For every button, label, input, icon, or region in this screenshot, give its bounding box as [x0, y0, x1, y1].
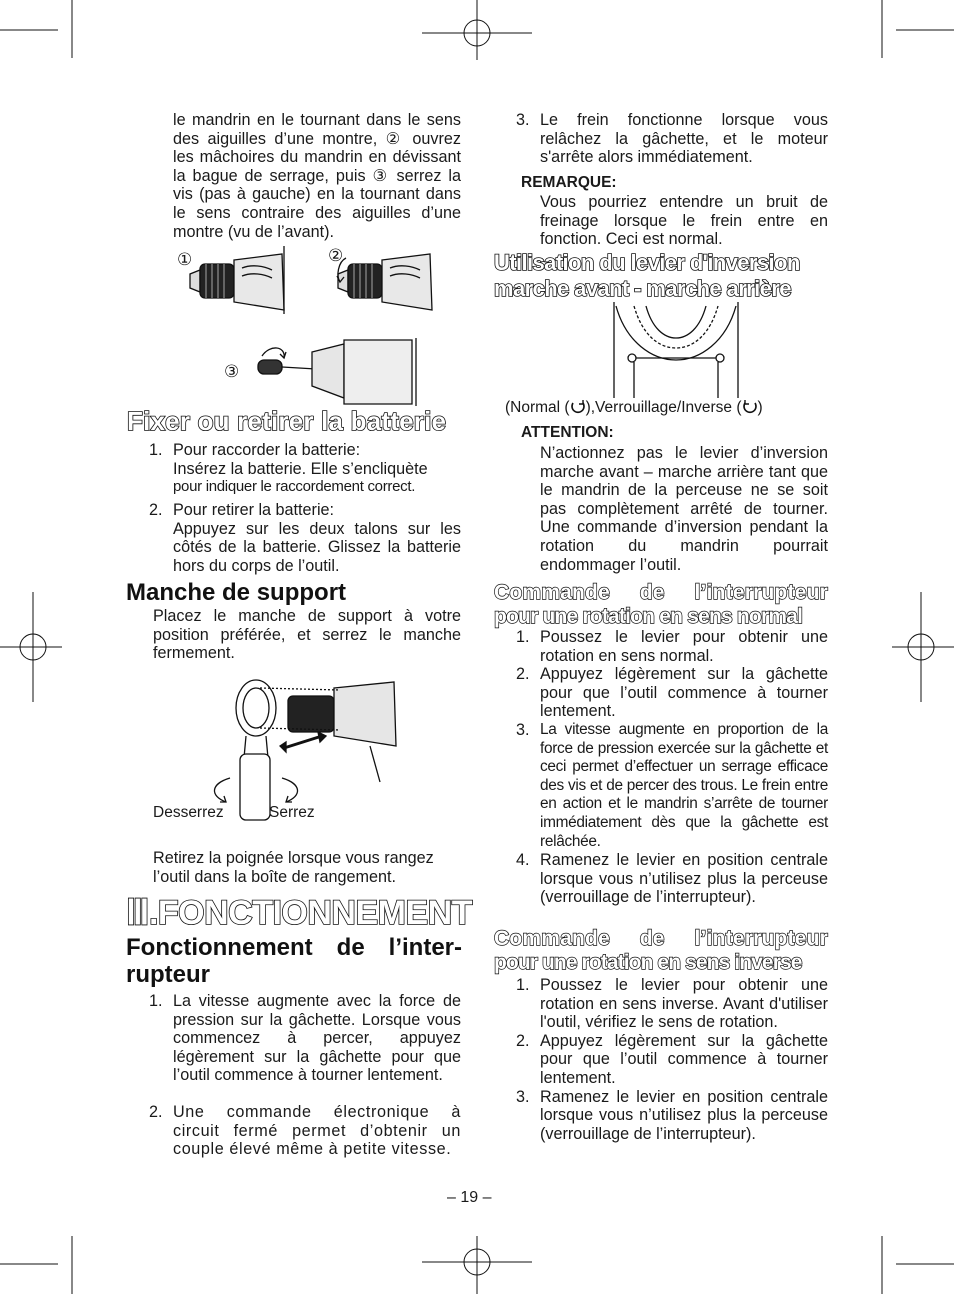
operation-item-1-text: La vitesse augmente avec la force de pression sur la gâchette. Lorsque vous commencez à percer, appuyez légèrement sur la gâchette pour que l’outil commence à tourner lentement.: [173, 992, 461, 1085]
battery-item-2-number: 2.: [149, 501, 163, 519]
lever-caption-b: ),Verrouillage/Inverse (: [585, 399, 742, 416]
normal-item-3: [516, 721, 828, 851]
inverse-item-3: [516, 1088, 828, 1144]
handle-text: Placez le manche de support à votre position préférée, et serrez le manche fermement.: [153, 607, 461, 663]
operation-item-2-text: Une commande électronique à circuit fermé permet d’obtenir un couple élevé même à petite vitesse.: [173, 1103, 461, 1159]
inverse-section-title-line1: Commande de l’interrupteur: [494, 927, 828, 950]
brake-item-3-number: 3.: [516, 111, 530, 129]
intro-text-a: le mandrin en le tournant dans le sens des aiguilles d’une montre,: [173, 111, 461, 148]
normal-item-2: [516, 665, 828, 721]
normal-items: [516, 628, 828, 907]
reverse-lever-illustration: [612, 302, 742, 400]
fig1-label-2: ②: [328, 246, 344, 265]
intro-text-b: ouvrez les mâchoires du mandrin en dévissant la bague de serrage, puis: [173, 129, 462, 185]
normal-section-title-line2: pour une rotation en sens normal: [494, 605, 803, 628]
handle-label-loosen: Desserrez: [153, 804, 224, 821]
attention-text: N’actionnez pas le levier d’inversion marche avant – marche arrière tant que le mandrin de la perceuse ne se soit pas complètement arrêté de tourner. Une commande d’inversion pendant la rotation du mandrin pourrait endommager l’outil.: [540, 444, 828, 574]
operation-item-2: [149, 1103, 461, 1159]
normal-item-1-text: Poussez le levier pour obtenir une rotation en sens normal.: [540, 628, 828, 665]
fig1-label-1: ①: [177, 250, 193, 269]
lever-caption-c: ): [757, 399, 763, 416]
handle-section-title: Manche de support: [126, 579, 347, 606]
inverse-item-3-number: 3.: [516, 1087, 530, 1106]
remark-label: REMARQUE:: [521, 174, 617, 191]
inverse-item-2-number: 2.: [516, 1031, 530, 1050]
battery-item-1: [149, 441, 461, 497]
intro-text-c: serrez la vis (pas à gauche) en la tournant dans le sens contraire des aiguilles d’une montre (vu de l’avant).: [173, 166, 462, 241]
brake-item-3: [516, 111, 828, 167]
operation-subtitle-line1: Fonctionnement de l’inter-: [126, 934, 462, 961]
battery-item-2-text: Appuyez sur les deux talons sur les côtés de la batterie. Glissez la batterie hors du corps de l’outil.: [173, 519, 461, 575]
normal-section-title-line1: Commande de l’interrupteur: [494, 581, 828, 604]
normal-item-4-number: 4.: [516, 851, 530, 870]
inverse-item-1-number: 1.: [516, 976, 530, 994]
operation-item-1: [149, 992, 461, 1085]
rotate-counterclockwise-icon: [742, 399, 758, 415]
lever-caption-a: (Normal (: [505, 399, 570, 416]
inverse-item-1: [516, 976, 828, 1032]
normal-item-4-text: Ramenez le levier en position centrale lorsque vous n’utilisez plus la perceuse (verrouillage de l’interrupteur).: [540, 851, 828, 907]
remark-text: Vous pourriez entendre un bruit de freinage lorsque le frein entre en fonction. Ceci est normal.: [540, 193, 828, 249]
screwdriver-chuck-illustration: [240, 338, 420, 408]
operation-item-1-number: 1.: [149, 992, 163, 1010]
inverse-item-1-text: Poussez le levier pour obtenir une rotation en sens inverse. Avant d'utiliser l'outil, vérifiez le sens de rotation.: [540, 976, 828, 1032]
handle-label-tighten: Serrez: [269, 804, 315, 821]
operation-subtitle-line2: rupteur: [126, 961, 210, 988]
page-number: – 19 –: [447, 1189, 492, 1206]
normal-item-3-text: La vitesse augmente en proportion de la force de pression exercée sur la gâchette et ceci permet d’effectuer un serrage efficace des vis et de percer des trous. Le frein entre en action et le mandrin s’arrête de tourner immédiatement dès que la gâchette est relâchée.: [540, 720, 828, 850]
inverse-item-2: [516, 1032, 828, 1088]
inverse-item-3-text: Ramenez le levier en position centrale lorsque vous n’utilisez plus la perceuse (verrouillage de l’interrupteur).: [540, 1087, 828, 1143]
normal-item-4: [516, 851, 828, 907]
battery-item-1-number: 1.: [149, 441, 163, 459]
inverse-section-title-line2: pour une rotation en sens inverse: [494, 951, 802, 974]
battery-section-title: Fixer ou retirer la batterie: [127, 406, 447, 436]
lever-section-title-line1: Utilisation du levier d'inversion: [494, 250, 800, 275]
brake-item-3-text: Le frein fonctionne lorsque vous relâchez la gâchette, et le moteur s'arrête alors immédiatement.: [540, 111, 828, 167]
intro-paragraph: [173, 111, 461, 241]
battery-item-2-lead: Pour retirer la batterie:: [173, 501, 335, 519]
drill-chuck-illustration-2: [334, 246, 444, 316]
inverse-items: [516, 976, 828, 1143]
attention-label: ATTENTION:: [521, 424, 614, 441]
circled-number-2: ②: [385, 129, 405, 148]
battery-item-2: [149, 501, 461, 575]
fig1-label-3: ③: [224, 362, 240, 381]
lever-section-title-line2: marche avant - marche arrière: [494, 276, 791, 301]
lever-caption: [505, 399, 763, 417]
side-handle-illustration: [200, 674, 400, 824]
normal-item-3-number: 3.: [516, 720, 530, 739]
normal-item-1-number: 1.: [516, 628, 530, 646]
normal-item-2-number: 2.: [516, 665, 530, 684]
operation-section-title: Ⅲ.FONCTIONNEMENT: [126, 894, 472, 932]
operation-item-2-number: 2.: [149, 1103, 163, 1121]
normal-item-2-text: Appuyez légèrement sur la gâchette pour que l’outil commence à tourner lentement.: [540, 665, 828, 721]
inverse-item-2-text: Appuyez légèrement sur la gâchette pour que l’outil commence à tourner lentement.: [540, 1031, 828, 1087]
battery-item-1-lead: Pour raccorder la batterie:: [173, 441, 361, 459]
circled-number-3: ③: [372, 166, 390, 185]
battery-item-1-text-b: pour indiquer le raccordement correct.: [173, 478, 416, 496]
rotate-clockwise-icon: [570, 399, 586, 415]
normal-item-1: [516, 628, 828, 665]
handle-storage-note: Retirez la poignée lorsque vous rangez l’outil dans la boîte de rangement.: [153, 849, 434, 886]
drill-chuck-illustration-1: [186, 246, 296, 316]
battery-item-1-text-a: Insérez la batterie. Elle s’encliquète: [173, 459, 428, 478]
